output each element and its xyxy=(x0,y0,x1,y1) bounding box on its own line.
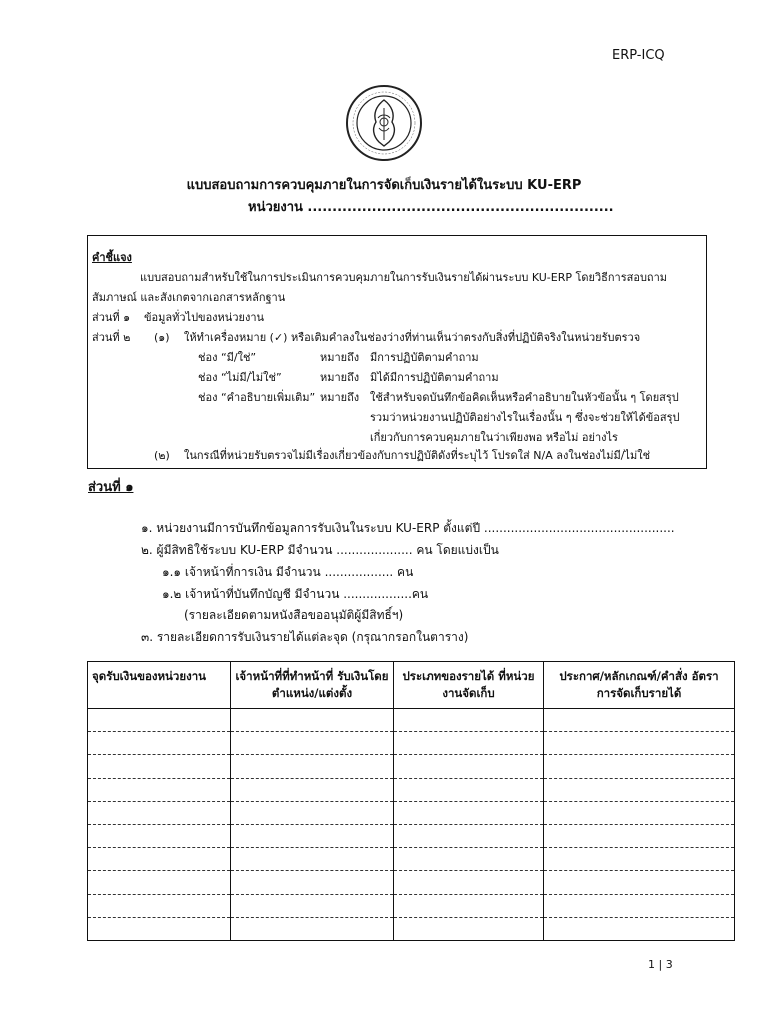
yes-means-label: หมายถึง xyxy=(320,351,360,364)
table-cell[interactable] xyxy=(231,871,394,894)
table-cell[interactable] xyxy=(394,848,544,871)
table-row xyxy=(88,755,735,778)
item1-text: ให้ทำเครื่องหมาย (✓) หรือเติมคำลงในช่องว่างที่ท่านเห็นว่าตรงกับสิ่งที่ปฏิบัติจริงในหน่วยรับตรวจ xyxy=(184,331,641,344)
instructions-heading: คำชี้แจง xyxy=(92,251,132,264)
explain-description-cont1: รวมว่าหน่วยงานปฏิบัติอย่างไรในเรื่องนั้น ๆ ซึ่งจะช่วยให้ได้ข้อสรุป xyxy=(370,411,680,424)
document-code: ERP-ICQ xyxy=(612,48,665,63)
table-cell[interactable] xyxy=(231,801,394,824)
yes-box-label: ช่อง “มี/ใช่” xyxy=(198,351,257,364)
item2-number: (๒) xyxy=(154,449,170,462)
table-cell[interactable] xyxy=(88,755,231,778)
table-cell[interactable] xyxy=(544,801,735,824)
table-cell[interactable] xyxy=(231,848,394,871)
table-cell[interactable] xyxy=(394,778,544,801)
table-row xyxy=(88,778,735,801)
no-description: มิได้มีการปฏิบัติตามคำถาม xyxy=(370,371,499,384)
table-row xyxy=(88,848,735,871)
question-3: ๓. รายละเอียดการรับเงินรายได้แต่ละจุด (กรุณากรอกในตาราง) xyxy=(141,630,469,644)
explain-description: ใช้สำหรับจดบันทึกข้อคิดเห็นหรือคำอธิบายในหัวข้อนั้น ๆ โดยสรุป xyxy=(370,391,679,404)
no-box-label: ช่อง “ไม่มี/ไม่ใช่” xyxy=(198,371,282,384)
table-cell[interactable] xyxy=(544,778,735,801)
instructions-intro-line2: สัมภาษณ์ และสังเกตจากเอกสารหลักฐาน xyxy=(92,291,286,304)
table-row xyxy=(88,824,735,847)
table-cell[interactable] xyxy=(544,732,735,755)
table-cell[interactable] xyxy=(544,709,735,732)
table-row xyxy=(88,732,735,755)
table-cell[interactable] xyxy=(544,917,735,940)
no-means-label: หมายถึง xyxy=(320,371,360,384)
table-cell[interactable] xyxy=(231,755,394,778)
instructions-intro-line1: แบบสอบถามสำหรับใช้ในการประเมินการควบคุมภายในการรับเงินรายได้ผ่านระบบ KU-ERP โดยวิธีการสอบถาม xyxy=(140,271,668,284)
table-row xyxy=(88,917,735,940)
table-cell[interactable] xyxy=(231,778,394,801)
table-row xyxy=(88,894,735,917)
table-cell[interactable] xyxy=(231,732,394,755)
question-2-2[interactable]: ๑.๒ เจ้าหน้าที่บันทึกบัญชี มีจำนวน ..................คน xyxy=(162,587,429,601)
question-2[interactable]: ๒. ผู้มีสิทธิใช้ระบบ KU-ERP มีจำนวน .................... คน โดยแบ่งเป็น xyxy=(141,543,499,557)
explain-description-cont2: เกี่ยวกับการควบคุมภายในว่าเพียงพอ หรือไม่ อย่างไร xyxy=(370,431,618,444)
table-cell[interactable] xyxy=(88,732,231,755)
header-regulation-rate: ประกาศ/หลักเกณฑ์/คำสั่ง อัตรา การจัดเก็บรายได้ xyxy=(544,662,735,709)
header-receiving-point: จุดรับเงินของหน่วยงาน xyxy=(88,662,231,709)
part1-description: ข้อมูลทั่วไปของหน่วยงาน xyxy=(144,311,265,324)
table-cell[interactable] xyxy=(88,917,231,940)
table-cell[interactable] xyxy=(544,824,735,847)
table-cell[interactable] xyxy=(231,894,394,917)
table-cell[interactable] xyxy=(88,894,231,917)
header-officer: เจ้าหน้าที่ที่ทำหน้าที่ รับเงินโดยตำแหน่ง/แต่งตั้ง xyxy=(231,662,394,709)
table-cell[interactable] xyxy=(544,894,735,917)
table-cell[interactable] xyxy=(394,732,544,755)
table-cell[interactable] xyxy=(394,801,544,824)
table-cell[interactable] xyxy=(88,801,231,824)
table-cell[interactable] xyxy=(544,871,735,894)
part1-heading: ส่วนที่ ๑ xyxy=(88,480,134,495)
item2-text: ในกรณีที่หน่วยรับตรวจไม่มีเรื่องเกี่ยวข้องกับการปฏิบัติดังที่ระบุไว้ โปรดใส่ N/A ลงในช่องไม่มี/ไม่ใช่ xyxy=(184,449,651,462)
table-cell[interactable] xyxy=(394,917,544,940)
table-cell[interactable] xyxy=(394,894,544,917)
table-row xyxy=(88,801,735,824)
table-row xyxy=(88,709,735,732)
explain-means-label: หมายถึง xyxy=(320,391,360,404)
table-cell[interactable] xyxy=(544,848,735,871)
question-2-note: (รายละเอียดตามหนังสือขออนุมัติผู้มีสิทธิ์ฯ) xyxy=(184,608,404,622)
table-cell[interactable] xyxy=(231,917,394,940)
explain-box-label: ช่อง “คำอธิบายเพิ่มเติม” xyxy=(198,391,316,404)
table-cell[interactable] xyxy=(394,755,544,778)
table-cell[interactable] xyxy=(88,848,231,871)
table-cell[interactable] xyxy=(88,871,231,894)
table-cell[interactable] xyxy=(231,709,394,732)
header-revenue-type: ประเภทของรายได้ ที่หน่วยงานจัดเก็บ xyxy=(394,662,544,709)
form-title: แบบสอบถามการควบคุมภายในการจัดเก็บเงินรายได้ในระบบ KU-ERP xyxy=(186,178,582,193)
table-cell[interactable] xyxy=(394,871,544,894)
university-seal-logo xyxy=(345,84,423,162)
table-row xyxy=(88,871,735,894)
yes-description: มีการปฏิบัติตามคำถาม xyxy=(370,351,479,364)
unit-name-field[interactable]: หน่วยงาน .............................................................. xyxy=(248,200,614,215)
table-cell[interactable] xyxy=(88,709,231,732)
part1-label: ส่วนที่ ๑ xyxy=(92,311,131,324)
table-cell[interactable] xyxy=(544,755,735,778)
part2-label: ส่วนที่ ๒ xyxy=(92,331,131,344)
item1-number: (๑) xyxy=(154,331,170,344)
table-cell[interactable] xyxy=(88,778,231,801)
revenue-points-table xyxy=(87,661,735,941)
table-cell[interactable] xyxy=(88,824,231,847)
table-cell[interactable] xyxy=(394,709,544,732)
table-header-row xyxy=(88,662,735,709)
table-cell[interactable] xyxy=(394,824,544,847)
instructions-box xyxy=(87,235,707,469)
question-2-1[interactable]: ๑.๑ เจ้าหน้าที่การเงิน มีจำนวน .................. คน xyxy=(162,565,414,579)
table-cell[interactable] xyxy=(231,824,394,847)
question-1[interactable]: ๑. หน่วยงานมีการบันทึกข้อมูลการรับเงินในระบบ KU-ERP ตั้งแต่ปี .................................................. xyxy=(141,521,675,535)
page-number: 1 | 3 xyxy=(648,958,673,971)
